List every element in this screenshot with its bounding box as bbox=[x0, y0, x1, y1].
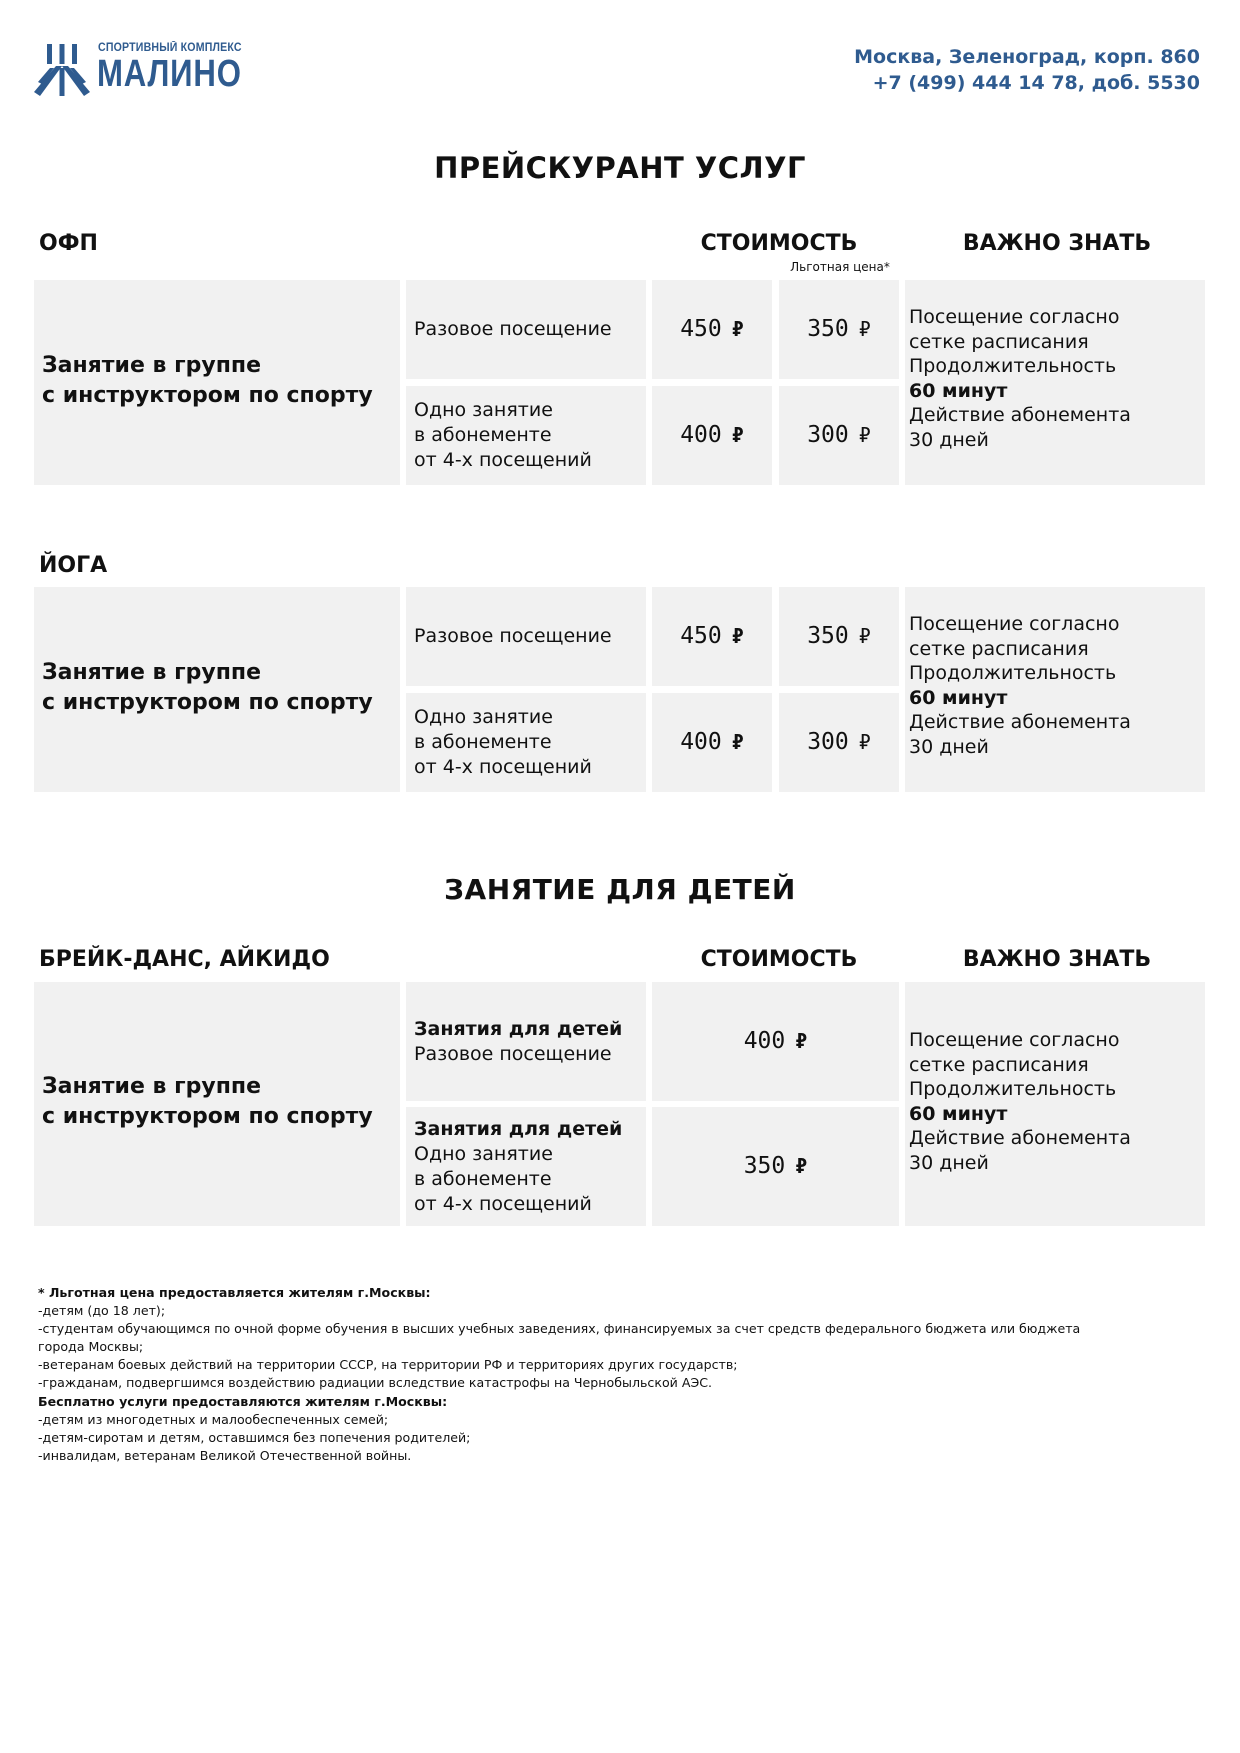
info-cell bbox=[905, 587, 1205, 792]
alt-price-cell bbox=[779, 280, 899, 379]
ruble-icon: ₽ bbox=[731, 423, 744, 447]
price-cell bbox=[652, 982, 899, 1101]
footnote-heading: Бесплатно услуги предоставляются жителям г.Москвы: bbox=[38, 1393, 448, 1409]
option-cell bbox=[406, 386, 646, 485]
option-text: Разовое посещение bbox=[414, 318, 612, 340]
footnote-line: -гражданам, подвергшимся воздействию радиации вследствие катастрофы на Чернобыльской АЭС. bbox=[38, 1375, 713, 1391]
price-cell bbox=[652, 587, 772, 686]
footnote-line: -студентам обучающимся по очной форме обучения в высших учебных заведениях, финансируемых за счет средств федерального бюджета или бюджета bbox=[38, 1321, 1081, 1337]
important-header: ВАЖНО ЗНАТЬ bbox=[962, 947, 1152, 972]
logo-subtitle: СПОРТИВНЫЙ КОМПЛЕКС bbox=[98, 42, 242, 54]
ruble-icon: ₽ bbox=[731, 624, 744, 648]
info-text: Посещение согласно сетке расписания Продолжительность 60 минут Действие абонемента 30 дней bbox=[909, 613, 1131, 758]
price: 400 ₽ bbox=[680, 422, 744, 448]
ruble-icon: ₽ bbox=[858, 317, 871, 341]
info-cell bbox=[905, 982, 1205, 1226]
service-name: Занятие в группе с инструктором по спорту bbox=[42, 660, 373, 715]
important-header: ВАЖНО ЗНАТЬ bbox=[962, 231, 1152, 256]
ruble-icon: ₽ bbox=[795, 1154, 808, 1178]
service-cell bbox=[34, 587, 400, 792]
section-label-kids: БРЕЙК-ДАНС, АЙКИДО bbox=[39, 947, 330, 972]
price-cell bbox=[652, 1107, 899, 1226]
option-cell bbox=[406, 982, 646, 1101]
option-text: Одно занятие в абонементе от 4-х посещений bbox=[414, 706, 592, 778]
footnote-line: -инвалидам, ветеранам Великой Отечественной войны. bbox=[38, 1447, 412, 1463]
info-text: Посещение согласно сетке расписания Продолжительность 60 минут Действие абонемента 30 дней bbox=[909, 306, 1131, 451]
footnote-line: -детям из многодетных и малообеспеченных семей; bbox=[38, 1411, 389, 1427]
info-cell bbox=[905, 280, 1205, 485]
alt-price: 300 ₽ bbox=[807, 729, 871, 755]
ruble-icon: ₽ bbox=[731, 317, 744, 341]
alt-price-cell bbox=[779, 386, 899, 485]
footnote-line: города Москвы; bbox=[38, 1339, 144, 1355]
option-text: Занятия для детей Одно занятие в абонементе от 4-х посещений bbox=[414, 1118, 623, 1215]
alt-price-cell bbox=[779, 587, 899, 686]
option-cell bbox=[406, 1107, 646, 1226]
phone[interactable]: +7 (499) 444 14 78, доб. 5530 bbox=[872, 72, 1200, 94]
price: 400 ₽ bbox=[743, 1028, 808, 1054]
alt-price: 300 ₽ bbox=[807, 422, 871, 448]
logo-emblem-icon bbox=[34, 44, 90, 98]
ruble-icon: ₽ bbox=[858, 423, 871, 447]
option-cell bbox=[406, 587, 646, 686]
ruble-icon: ₽ bbox=[858, 624, 871, 648]
option-cell bbox=[406, 693, 646, 792]
page-title: ПРЕЙСКУРАНТ УСЛУГ bbox=[434, 151, 806, 185]
ruble-icon: ₽ bbox=[858, 730, 871, 754]
service-name: Занятие в группе с инструктором по спорту bbox=[42, 353, 373, 408]
price-cell bbox=[652, 280, 772, 379]
option-text: Одно занятие в абонементе от 4-х посещений bbox=[414, 399, 592, 471]
price-cell bbox=[652, 693, 772, 792]
address: Москва, Зеленоград, корп. 860 bbox=[854, 46, 1200, 68]
option-cell bbox=[406, 280, 646, 379]
option-text: Разовое посещение bbox=[414, 625, 612, 647]
preferential-price-note: Льготная цена* bbox=[790, 260, 890, 274]
price: 350 ₽ bbox=[743, 1153, 808, 1179]
alt-price-cell bbox=[779, 693, 899, 792]
cost-header: СТОИМОСТЬ bbox=[700, 231, 858, 256]
service-cell bbox=[34, 280, 400, 485]
contact-block bbox=[854, 44, 1200, 96]
section-label-ofp: ОФП bbox=[39, 231, 98, 256]
footnote-line: -детям-сиротам и детям, оставшимся без попечения родителей; bbox=[38, 1429, 471, 1445]
alt-price: 350 ₽ bbox=[807, 623, 871, 649]
alt-price: 350 ₽ bbox=[807, 316, 871, 342]
logo bbox=[34, 40, 242, 100]
cost-header: СТОИМОСТЬ bbox=[700, 947, 858, 972]
ruble-icon: ₽ bbox=[731, 730, 744, 754]
kids-title: ЗАНЯТИЕ ДЛЯ ДЕТЕЙ bbox=[444, 873, 796, 906]
price: 450 ₽ bbox=[680, 623, 744, 649]
price: 450 ₽ bbox=[680, 316, 744, 342]
price-cell bbox=[652, 386, 772, 485]
info-text: Посещение согласно сетке расписания Продолжительность 60 минут Действие абонемента 30 дней bbox=[909, 1029, 1131, 1174]
service-cell bbox=[34, 982, 400, 1226]
footnote-heading: * Льготная цена предоставляется жителям г.Москвы: bbox=[38, 1285, 431, 1300]
price: 400 ₽ bbox=[680, 729, 744, 755]
ruble-icon: ₽ bbox=[795, 1029, 808, 1053]
option-text: Занятия для детей Разовое посещение bbox=[414, 1018, 623, 1065]
logo-name: МАЛИНО bbox=[97, 53, 242, 95]
footnote-line: -детям (до 18 лет); bbox=[38, 1303, 166, 1319]
footnotes bbox=[38, 1284, 1208, 1465]
service-name: Занятие в группе с инструктором по спорту bbox=[42, 1074, 373, 1129]
footnote-line: -ветеранам боевых действий на территории СССР, на территории РФ и территориях других государств; bbox=[38, 1357, 738, 1373]
section-label-yoga: ЙОГА bbox=[39, 553, 108, 578]
